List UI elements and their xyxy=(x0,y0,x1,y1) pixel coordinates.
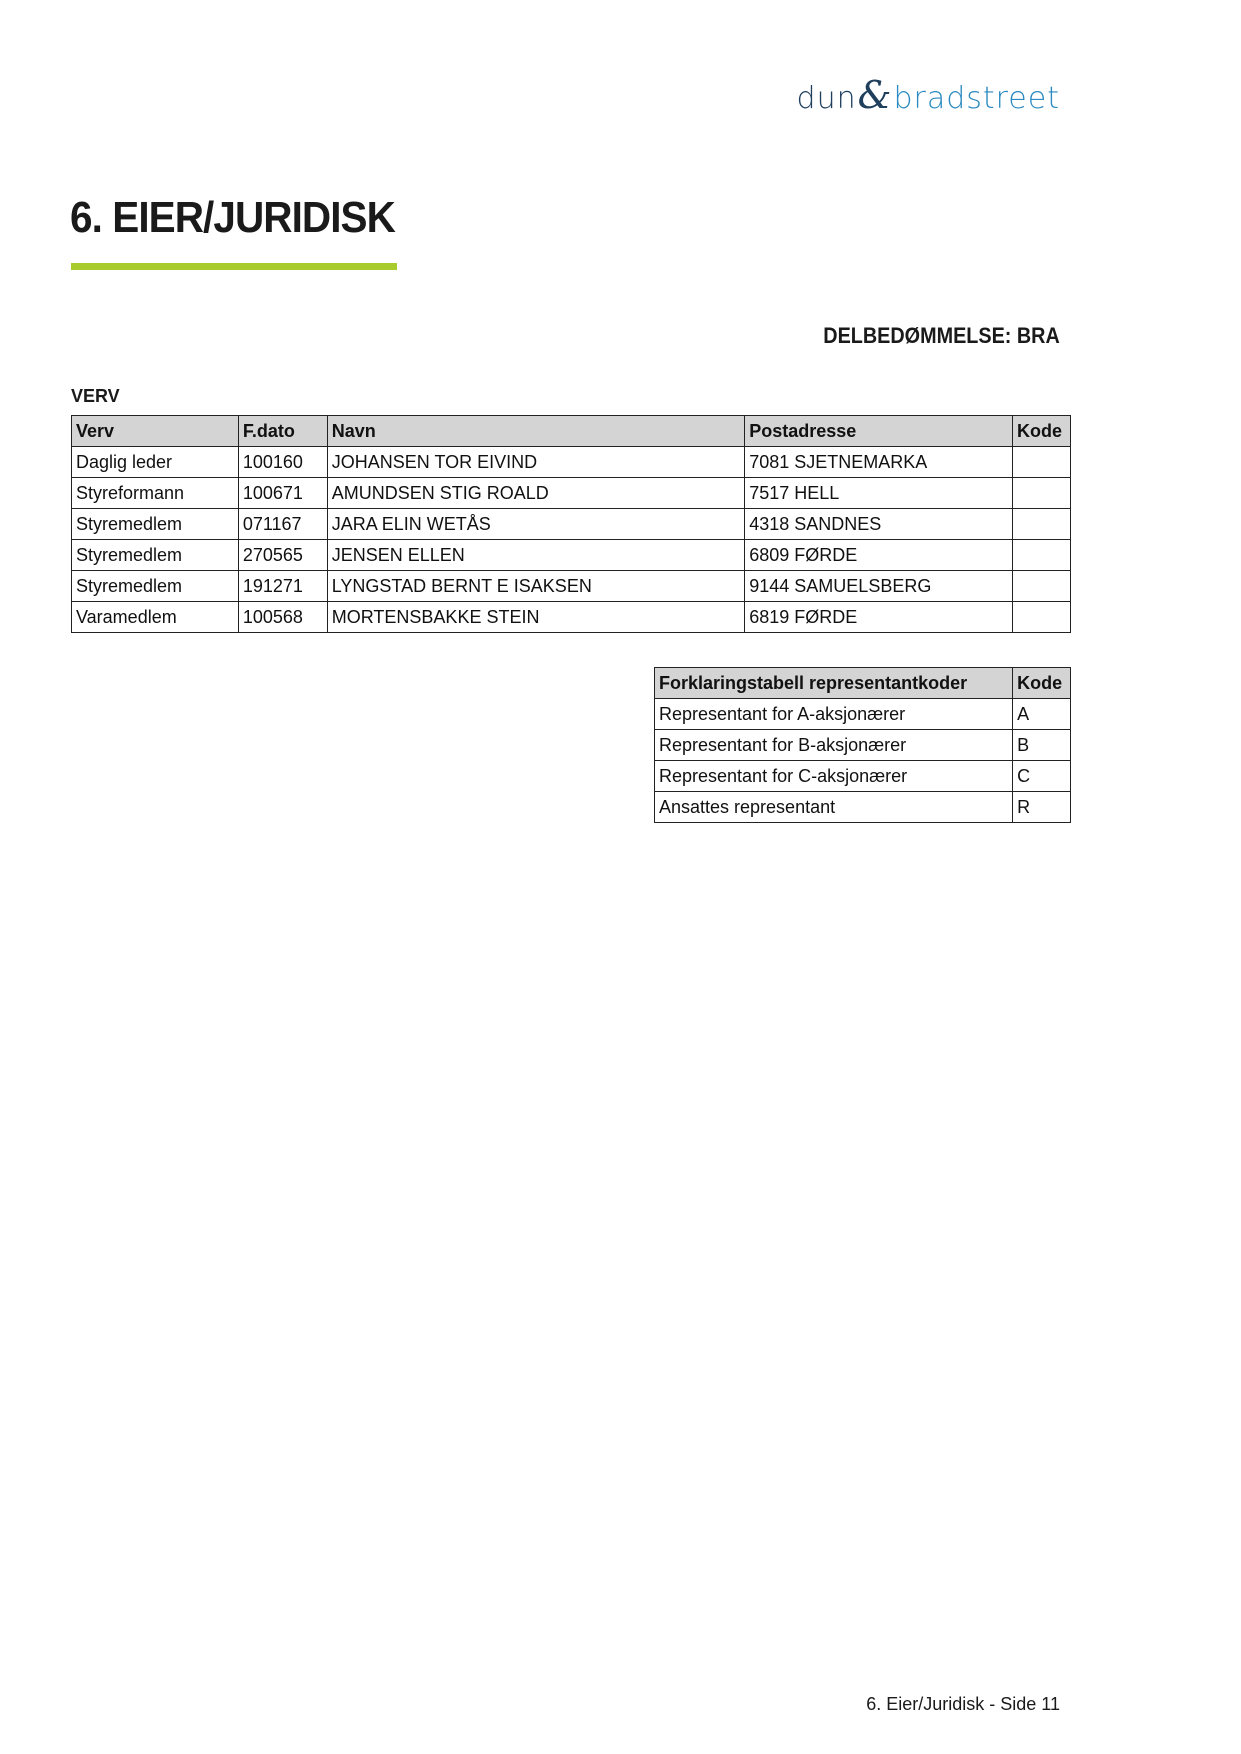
cell-fdato: 100671 xyxy=(238,478,327,509)
verv-header-fdato: F.dato xyxy=(238,416,327,447)
cell-kode xyxy=(1012,571,1070,602)
cell-postadresse: 6809 FØRDE xyxy=(745,540,1013,571)
legend-cell-description: Ansattes representant xyxy=(655,792,1013,823)
verv-header-row xyxy=(72,416,1071,447)
cell-navn: AMUNDSEN STIG ROALD xyxy=(327,478,745,509)
table-row xyxy=(72,540,1071,571)
cell-kode xyxy=(1012,447,1070,478)
cell-verv: Daglig leder xyxy=(72,447,239,478)
cell-navn: JOHANSEN TOR EIVIND xyxy=(327,447,745,478)
cell-postadresse: 7081 SJETNEMARKA xyxy=(745,447,1013,478)
logo-ampersand: & xyxy=(857,73,893,117)
table-row xyxy=(655,761,1071,792)
table-row xyxy=(655,730,1071,761)
legend-cell-kode: A xyxy=(1013,699,1071,730)
cell-verv: Styremedlem xyxy=(72,571,239,602)
page-footer: 6. Eier/Juridisk - Side 11 xyxy=(866,1694,1060,1714)
cell-fdato: 191271 xyxy=(238,571,327,602)
logo-text-bradstreet: bradstreet xyxy=(893,81,1060,116)
page-title: 6. EIER/JURIDISK xyxy=(70,193,395,242)
table-row xyxy=(655,699,1071,730)
table-row xyxy=(72,509,1071,540)
table-row xyxy=(655,792,1071,823)
cell-kode xyxy=(1012,602,1070,633)
cell-verv: Varamedlem xyxy=(72,602,239,633)
verv-header-verv: Verv xyxy=(72,416,239,447)
legend-cell-kode: C xyxy=(1013,761,1071,792)
verv-header-postadresse: Postadresse xyxy=(745,416,1013,447)
representative-codes-table xyxy=(654,667,1071,823)
cell-navn: JENSEN ELLEN xyxy=(327,540,745,571)
cell-fdato: 270565 xyxy=(238,540,327,571)
cell-navn: MORTENSBAKKE STEIN xyxy=(327,602,745,633)
table-row xyxy=(72,571,1071,602)
cell-verv: Styreformann xyxy=(72,478,239,509)
cell-kode xyxy=(1012,540,1070,571)
cell-fdato: 100568 xyxy=(238,602,327,633)
cell-postadresse: 9144 SAMUELSBERG xyxy=(745,571,1013,602)
cell-postadresse: 4318 SANDNES xyxy=(745,509,1013,540)
cell-kode xyxy=(1012,509,1070,540)
legend-header-description: Forklaringstabell representantkoder xyxy=(655,668,1013,699)
dun-bradstreet-logo xyxy=(796,73,1060,117)
legend-cell-description: Representant for A-aksjonærer xyxy=(655,699,1013,730)
legend-header-kode: Kode xyxy=(1013,668,1071,699)
cell-verv: Styremedlem xyxy=(72,509,239,540)
cell-postadresse: 7517 HELL xyxy=(745,478,1013,509)
cell-postadresse: 6819 FØRDE xyxy=(745,602,1013,633)
verv-table xyxy=(71,415,1071,633)
table-row xyxy=(72,447,1071,478)
cell-kode xyxy=(1012,478,1070,509)
legend-cell-description: Representant for B-aksjonærer xyxy=(655,730,1013,761)
legend-cell-kode: B xyxy=(1013,730,1071,761)
cell-verv: Styremedlem xyxy=(72,540,239,571)
title-accent-bar xyxy=(71,263,397,270)
verv-header-kode: Kode xyxy=(1012,416,1070,447)
cell-navn: LYNGSTAD BERNT E ISAKSEN xyxy=(327,571,745,602)
cell-navn: JARA ELIN WETÅS xyxy=(327,509,745,540)
table-row xyxy=(72,478,1071,509)
cell-fdato: 071167 xyxy=(238,509,327,540)
table-row xyxy=(72,602,1071,633)
legend-header-row xyxy=(655,668,1071,699)
cell-fdato: 100160 xyxy=(238,447,327,478)
logo-text-dun: dun xyxy=(796,81,857,116)
legend-cell-kode: R xyxy=(1013,792,1071,823)
rating-label: DELBEDØMMELSE: BRA xyxy=(823,323,1060,348)
legend-cell-description: Representant for C-aksjonærer xyxy=(655,761,1013,792)
verv-header-navn: Navn xyxy=(327,416,745,447)
verv-section-label: VERV xyxy=(71,386,120,406)
